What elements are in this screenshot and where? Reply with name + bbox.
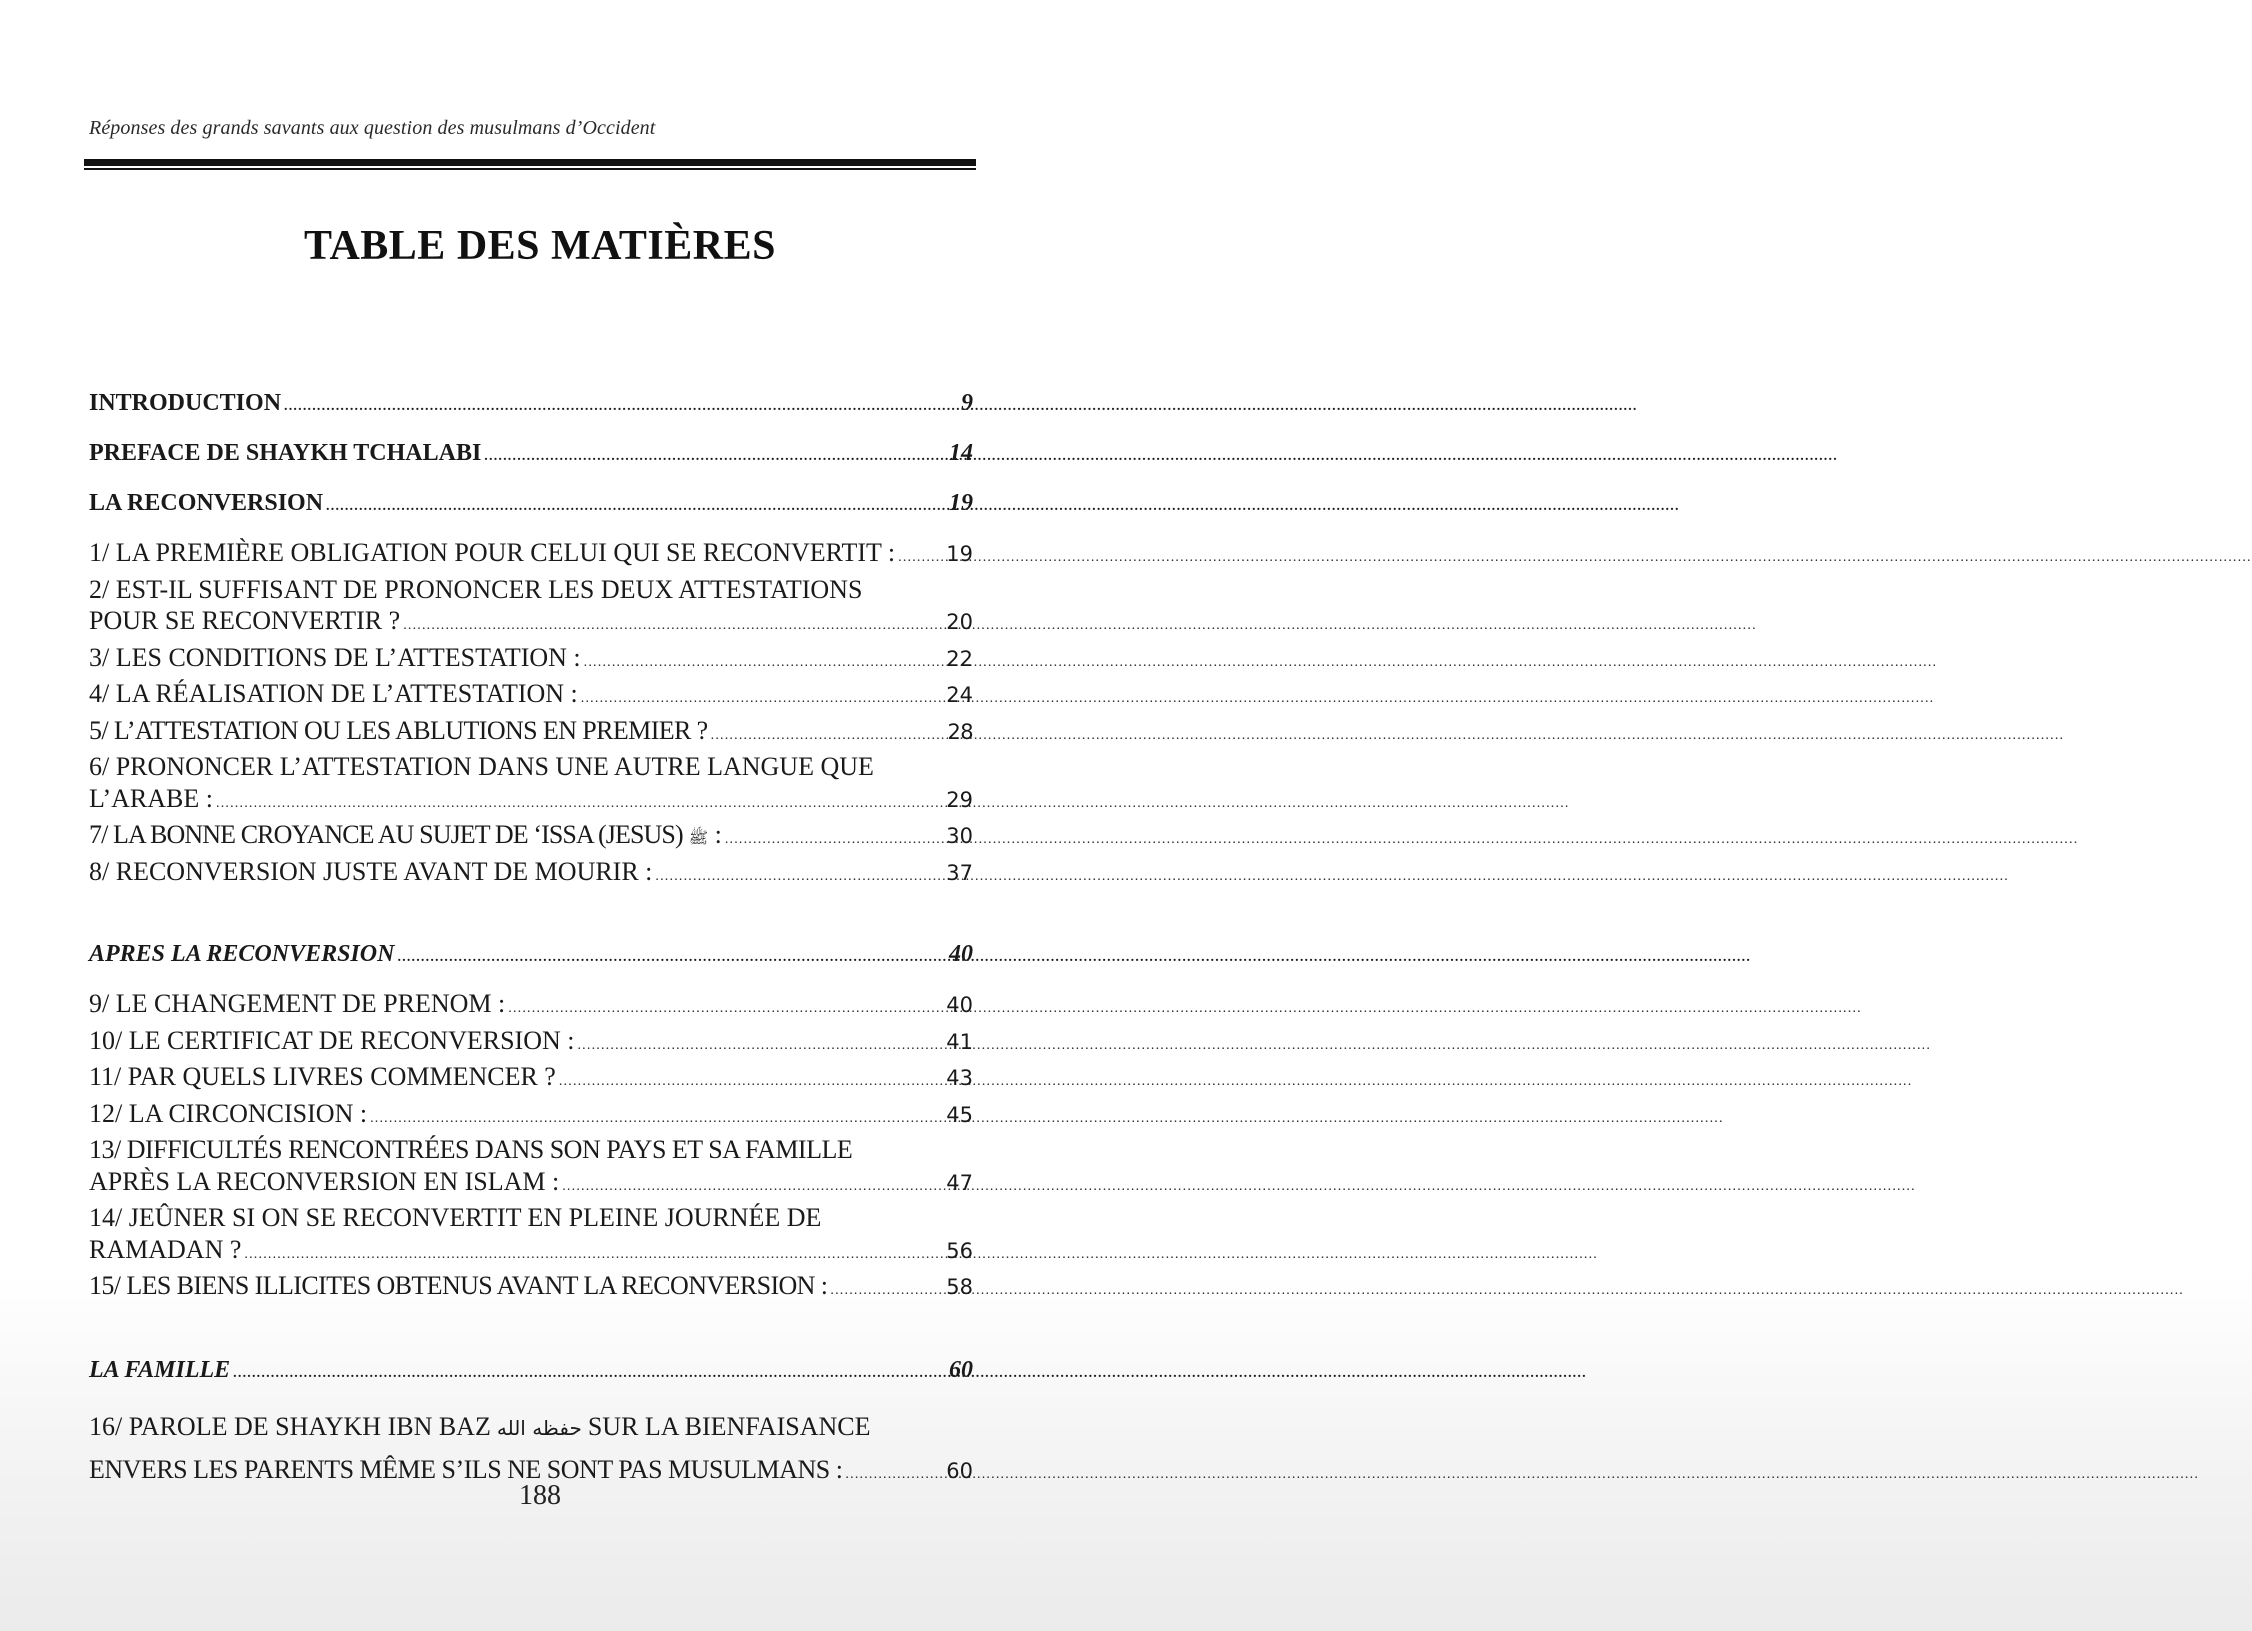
toc-entry-label: APRÈS LA RECONVERSION EN ISLAM : <box>89 1166 560 1196</box>
dot-leader <box>559 1066 943 1098</box>
dot-leader <box>584 647 944 679</box>
table-of-contents <box>89 388 973 1491</box>
header-rule-thick <box>84 159 976 166</box>
toc-entry-text: 7/ LA BONNE CROYANCE AU SUJET DE ‘ISSA (JESUS) <box>89 820 683 849</box>
toc-entry-label: 3/ LES CONDITIONS DE L’ATTESTATION : <box>89 642 581 672</box>
toc-entry-label: 11/ PAR QUELS LIVRES COMMENCER ? <box>89 1062 556 1091</box>
dot-leader <box>577 1030 943 1062</box>
book-page <box>0 0 1080 1631</box>
toc-entry-page: 14 <box>949 440 973 466</box>
toc-entry-page: 29 <box>946 787 973 812</box>
toc-entry-label: 4/ LA RÉALISATION DE L’ATTESTATION : <box>89 679 578 708</box>
arabic-honorific: حفظه الله <box>496 1415 582 1440</box>
toc-item-4 <box>89 678 973 715</box>
toc-entry-text: SUR LA BIENFAISANCE <box>587 1411 871 1441</box>
toc-entry-label: ENVERS LES PARENTS MÊME S’ILS NE SONT PAS MUSULMANS : <box>89 1455 843 1484</box>
toc-item-11 <box>89 1061 973 1098</box>
toc-entry-label: RAMADAN ? <box>89 1234 242 1264</box>
dot-leader <box>725 824 943 856</box>
toc-entry-text: 16/ PAROLE DE SHAYKH IBN BAZ <box>89 1411 491 1441</box>
toc-item-6-line1: 6/ PRONONCER L’ATTESTATION DANS UNE AUTRE LANGUE QUE <box>89 752 874 781</box>
toc-item-6 <box>89 783 973 820</box>
page-number: 188 <box>519 1480 561 1511</box>
toc-entry-label: 5/ L’ATTESTATION OU LES ABLUTIONS EN PREMIER ? <box>89 715 708 745</box>
toc-entry-page: 22 <box>946 646 973 671</box>
toc-entry-label: 1/ LA PREMIÈRE OBLIGATION POUR CELUI QUI SE RECONVERTIT : <box>89 538 896 567</box>
toc-item-1 <box>89 537 973 574</box>
toc-entry-label: 12/ LA CIRCONCISION : <box>89 1098 368 1128</box>
toc-entry-page: 60 <box>946 1459 973 1483</box>
toc-entry-page: 60 <box>949 1356 973 1383</box>
toc-entry-page: 47 <box>946 1170 973 1195</box>
toc-entry-label: PREFACE DE SHAYKH TCHALABI <box>89 440 482 466</box>
honorific-symbol: ﷺ <box>688 828 709 847</box>
toc-item-13-line1: 13/ DIFFICULTÉS RENCONTRÉES DANS SON PAYS ET SA FAMILLE <box>89 1135 853 1164</box>
toc-section-reconversion <box>89 488 973 522</box>
toc-entry-preface <box>89 438 973 472</box>
toc-item-12 <box>89 1098 973 1135</box>
toc-entry-label: 8/ RECONVERSION JUSTE AVANT DE MOURIR : <box>89 856 653 886</box>
toc-section-famille <box>89 1355 973 1389</box>
toc-entry-label: LA RECONVERSION <box>89 490 324 516</box>
toc-entry-page: 30 <box>946 824 973 848</box>
toc-entry-label: 9/ LE CHANGEMENT DE PRENOM : <box>89 989 506 1018</box>
toc-entry-label: L’ARABE : <box>89 783 213 813</box>
toc-entry-label: POUR SE RECONVERTIR ? <box>89 606 401 635</box>
toc-entry-page: 24 <box>946 683 973 707</box>
toc-item-14-line1: 14/ JEÛNER SI ON SE RECONVERTIT EN PLEINE JOURNÉE DE <box>89 1203 822 1232</box>
toc-entry-page: 20 <box>946 610 973 634</box>
dot-leader <box>233 1359 946 1389</box>
toc-item-14 <box>89 1234 973 1271</box>
toc-entry-colon: : <box>714 820 722 849</box>
toc-entry-page: 56 <box>946 1238 973 1263</box>
toc-entry-page: 19 <box>946 542 973 566</box>
toc-entry-page: 43 <box>946 1066 973 1090</box>
toc-item-13 <box>89 1166 973 1203</box>
toc-entry-page: 19 <box>949 490 973 516</box>
toc-item-5 <box>89 715 973 752</box>
dot-leader <box>484 442 946 472</box>
dot-leader <box>370 1103 943 1135</box>
toc-item-15 <box>89 1270 973 1307</box>
dot-leader <box>508 993 943 1025</box>
toc-item-8 <box>89 856 973 893</box>
toc-entry-page: 40 <box>946 993 973 1017</box>
toc-section-apres-reconversion <box>89 939 973 973</box>
toc-entry-page: 37 <box>946 860 973 885</box>
toc-entry-label: INTRODUCTION <box>89 390 282 416</box>
toc-entry-label: 10/ LE CERTIFICAT DE RECONVERSION : <box>89 1025 575 1055</box>
toc-entry-label: LA FAMILLE <box>89 1356 231 1383</box>
toc-item-3 <box>89 642 973 679</box>
toc-entry-label: APRES LA RECONVERSION <box>89 941 395 967</box>
dot-leader <box>830 1275 943 1307</box>
toc-entry-introduction <box>89 388 973 422</box>
dot-leader <box>216 788 943 820</box>
dot-leader <box>581 683 944 715</box>
toc-entry-page: 40 <box>949 941 973 967</box>
dot-leader <box>898 542 943 574</box>
toc-entry-page: 58 <box>946 1275 973 1299</box>
toc-entry-page: 28 <box>947 719 973 744</box>
toc-entry-page: 41 <box>946 1029 973 1054</box>
toc-entry-page: 45 <box>946 1102 973 1127</box>
toc-item-10 <box>89 1025 973 1062</box>
running-header: Réponses des grands savants aux question des musulmans d’Occident <box>89 117 656 139</box>
toc-item-9 <box>89 988 973 1025</box>
dot-leader <box>326 492 946 522</box>
dot-leader <box>397 943 946 973</box>
toc-entry-page: 9 <box>961 390 973 416</box>
toc-item-16-line1 <box>89 1411 973 1445</box>
dot-leader <box>655 861 943 893</box>
toc-item-2 <box>89 605 973 642</box>
dot-leader <box>403 610 943 642</box>
toc-item-7 <box>89 819 973 856</box>
page-title: TABLE DES MATIÈRES <box>304 223 776 269</box>
dot-leader <box>562 1171 943 1203</box>
header-rule-thin <box>84 168 976 170</box>
toc-entry-label <box>89 819 722 854</box>
dot-leader <box>711 720 945 752</box>
dot-leader <box>244 1239 943 1271</box>
dot-leader <box>284 392 958 422</box>
toc-item-2-line1: 2/ EST-IL SUFFISANT DE PRONONCER LES DEUX ATTESTATIONS <box>89 574 863 604</box>
toc-entry-label: 15/ LES BIENS ILLICITES OBTENUS AVANT LA RECONVERSION : <box>89 1271 828 1300</box>
